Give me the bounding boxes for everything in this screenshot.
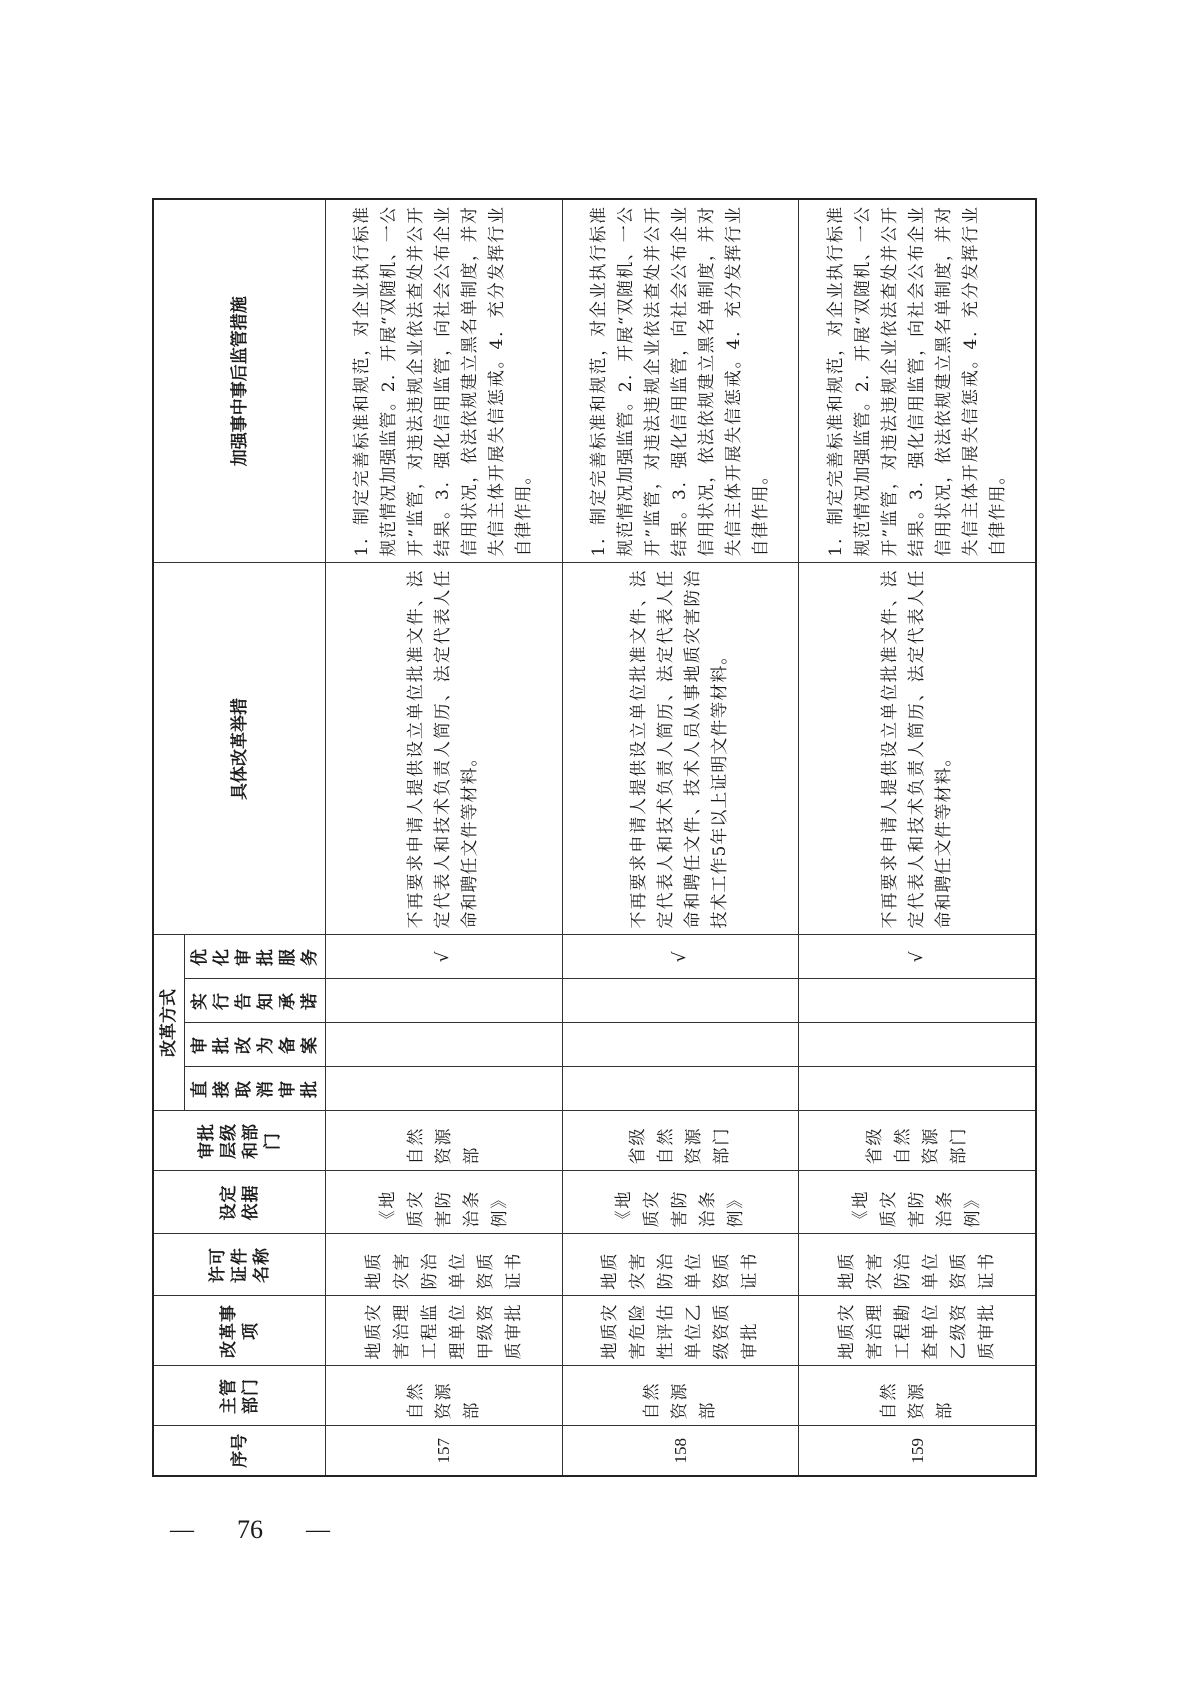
cell-basis bbox=[562, 1171, 799, 1234]
cell-license bbox=[799, 1234, 1036, 1296]
cell-license-text: 地质灾害防治单位资质证书 bbox=[600, 1251, 761, 1290]
cell-measures: 不再要求申请人提供设立单位批准文件、法定代表人和技术负责人简历、法定代表人任命和聘任文件等材料。 bbox=[799, 563, 1036, 935]
cell-method-cancel bbox=[799, 1067, 1036, 1111]
header-method-commit: 实行告知承诺 bbox=[185, 979, 326, 1023]
header-basis: 设定依据 bbox=[153, 1171, 326, 1234]
header-dept: 主管部门 bbox=[153, 1366, 326, 1426]
cell-basis-text: 《地质灾害防治条例》 bbox=[851, 1189, 984, 1228]
cell-supervision: 1．制定完善标准和规范，对企业执行标准规范情况加强监管。2．开展“双随机、一公开”监管，对违法违规企业依法查处并公开结果。3．强化信用监管，向社会公布企业信用状况，依法依规建立黑名单制度，并对失信主体开展失信惩戒。4．充分发挥行业自律作用。 bbox=[799, 199, 1036, 563]
cell-level bbox=[799, 1111, 1036, 1171]
cell-item-text: 地质灾害治理工程勘查单位乙级资质审批 bbox=[837, 1302, 998, 1360]
cell-method-commit bbox=[326, 979, 563, 1023]
cell-method-record bbox=[799, 1023, 1036, 1067]
rotated-table-frame bbox=[152, 200, 1037, 1477]
header-reform-group: 改革方式 bbox=[153, 935, 185, 1111]
header-measures: 具体改革举措 bbox=[153, 563, 326, 935]
cell-license-text: 地质灾害防治单位资质证书 bbox=[363, 1251, 524, 1290]
header-method-record: 审批改为备案 bbox=[185, 1023, 326, 1067]
cell-method-record bbox=[562, 1023, 799, 1067]
cell-seq: 159 bbox=[799, 1426, 1036, 1476]
header-license: 许可证件名称 bbox=[153, 1234, 326, 1296]
cell-measures: 不再要求申请人提供设立单位批准文件、法定代表人和技术负责人简历、法定代表人任命和聘任文件、技术人员从事地质灾害防治技术工作5年以上证明文件等材料。 bbox=[562, 563, 799, 935]
cell-item bbox=[799, 1296, 1036, 1366]
page-number-dash-left: — bbox=[170, 1516, 194, 1543]
cell-license bbox=[326, 1234, 563, 1296]
header-supervision: 加强事中事后监管措施 bbox=[153, 199, 326, 563]
cell-basis bbox=[799, 1171, 1036, 1234]
cell-basis-text: 《地质灾害防治条例》 bbox=[614, 1189, 747, 1228]
cell-dept-text: 自然资源部 bbox=[405, 1381, 482, 1420]
header-level: 审批层级和部门 bbox=[153, 1111, 326, 1171]
cell-dept bbox=[799, 1366, 1036, 1426]
cell-level bbox=[326, 1111, 563, 1171]
cell-method-optimize-check: √ bbox=[562, 935, 799, 979]
cell-level-text: 省级自然资源部门 bbox=[865, 1126, 970, 1165]
cell-supervision: 1．制定完善标准和规范，对企业执行标准规范情况加强监管。2．开展“双随机、一公开”监管，对违法违规企业依法查处并公开结果。3．强化信用监管，向社会公布企业信用状况，依法依规建立黑名单制度，并对失信主体开展失信惩戒。4．充分发挥行业自律作用。 bbox=[326, 199, 563, 563]
cell-method-record bbox=[326, 1023, 563, 1067]
cell-seq: 157 bbox=[326, 1426, 563, 1476]
table-row bbox=[799, 199, 1036, 1476]
cell-dept-text: 自然资源部 bbox=[642, 1381, 719, 1420]
cell-level-text: 省级自然资源部门 bbox=[628, 1126, 733, 1165]
cell-seq: 158 bbox=[562, 1426, 799, 1476]
cell-license bbox=[562, 1234, 799, 1296]
header-method-optimize: 优化审批服务 bbox=[185, 935, 326, 979]
table-body bbox=[326, 199, 1037, 1476]
page-number bbox=[170, 1510, 330, 1550]
cell-item-text: 地质灾害治理工程监理单位甲级资质审批 bbox=[363, 1302, 524, 1360]
cell-license-text: 地质灾害防治单位资质证书 bbox=[837, 1251, 998, 1290]
cell-level bbox=[562, 1111, 799, 1171]
cell-dept-text: 自然资源部 bbox=[879, 1381, 956, 1420]
cell-method-cancel bbox=[562, 1067, 799, 1111]
cell-level-text: 自然资源部 bbox=[405, 1126, 482, 1165]
cell-item bbox=[326, 1296, 563, 1366]
table-header bbox=[153, 199, 326, 1476]
cell-method-optimize-check: √ bbox=[326, 935, 563, 979]
cell-measures: 不再要求申请人提供设立单位批准文件、法定代表人和技术负责人简历、法定代表人任命和聘任文件等材料。 bbox=[326, 563, 563, 935]
cell-item bbox=[562, 1296, 799, 1366]
cell-supervision: 1．制定完善标准和规范，对企业执行标准规范情况加强监管。2．开展“双随机、一公开”监管，对违法违规企业依法查处并公开结果。3．强化信用监管，向社会公布企业信用状况，依法依规建立黑名单制度，并对失信主体开展失信惩戒。4．充分发挥行业自律作用。 bbox=[562, 199, 799, 563]
table-row bbox=[562, 199, 799, 1476]
cell-method-commit bbox=[562, 979, 799, 1023]
cell-method-cancel bbox=[326, 1067, 563, 1111]
cell-item-text: 地质灾害危险性评估单位乙级资质审批 bbox=[600, 1302, 761, 1360]
cell-method-optimize-check: √ bbox=[799, 935, 1036, 979]
header-item: 改革事项 bbox=[153, 1296, 326, 1366]
table-row bbox=[326, 199, 563, 1476]
header-seq: 序号 bbox=[153, 1426, 326, 1476]
reform-table-container bbox=[152, 200, 1037, 1477]
cell-basis-text: 《地质灾害防治条例》 bbox=[377, 1189, 510, 1228]
cell-dept bbox=[562, 1366, 799, 1426]
cell-basis bbox=[326, 1171, 563, 1234]
reform-table bbox=[152, 198, 1037, 1477]
header-method-cancel: 直接取消审批 bbox=[185, 1067, 326, 1111]
cell-dept bbox=[326, 1366, 563, 1426]
cell-method-commit bbox=[799, 979, 1036, 1023]
page-number-dash-right: — bbox=[306, 1516, 330, 1543]
page-number-value: 76 bbox=[237, 1515, 263, 1544]
